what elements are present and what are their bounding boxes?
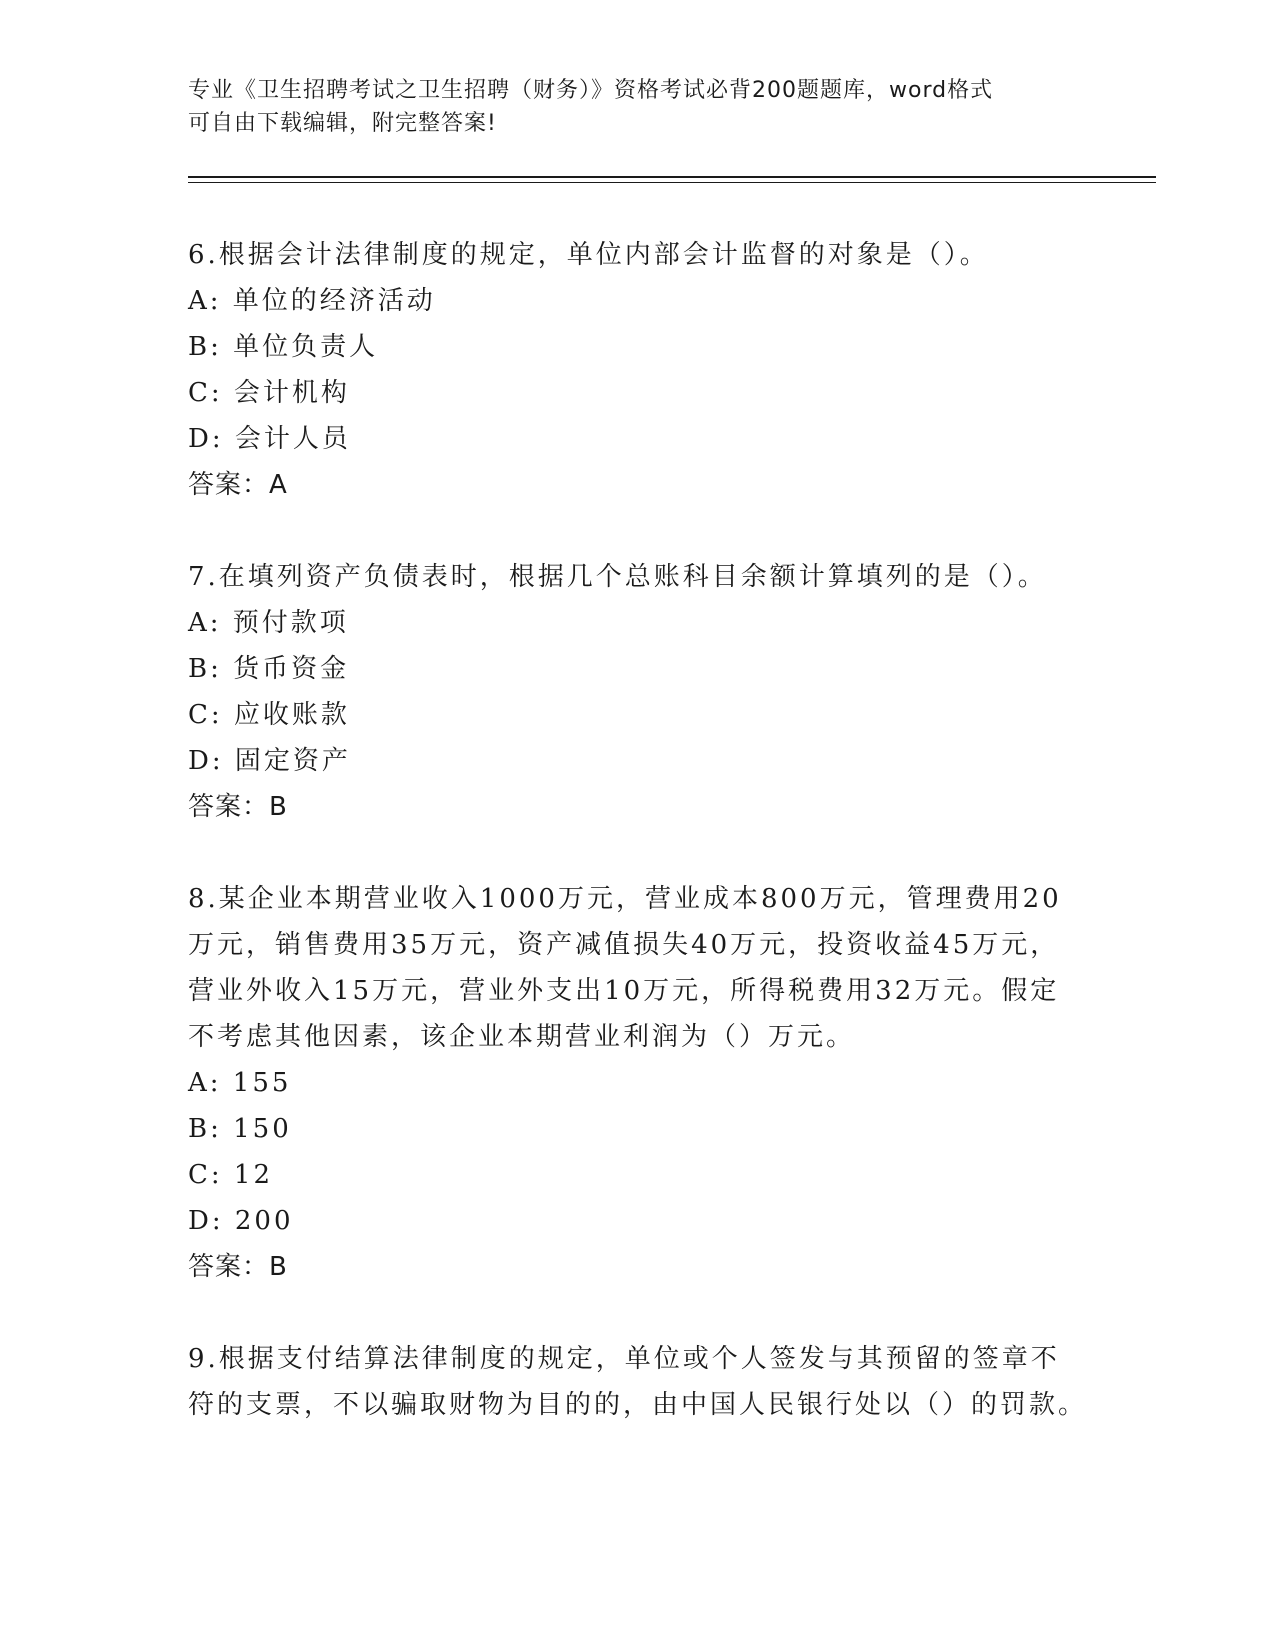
answer-label: 答案：B [188,1252,288,1282]
option-c: C: 会计机构 [188,378,350,408]
option-d: D: 会计人员 [188,424,351,454]
question-text: 9.根据支付结算法律制度的规定，单位或个人签发与其预留的签章不符的支票，不以骗取财物为目的的，由中国人民银行处以（）的罚款。 [188,1344,1088,1420]
option-c: C: 应收账款 [188,700,350,730]
answer-label: 答案：B [188,792,288,822]
option-a: A: 单位的经济活动 [188,286,436,316]
option-b: B: 货币资金 [188,654,350,684]
option-a: A: 155 [188,1068,292,1098]
option-b: B: 150 [188,1114,292,1144]
question-list [188,232,1088,1474]
question-text: 7.在填列资产负债表时，根据几个总账科目余额计算填列的是（）。 [188,562,1047,592]
header-divider-thin [188,182,1156,183]
option-a: A: 预付款项 [188,608,349,638]
option-c: C: 12 [188,1160,274,1190]
question-6 [188,232,1088,508]
question-9 [188,1336,1088,1428]
question-text: 6.根据会计法律制度的规定，单位内部会计监督的对象是（）。 [188,240,989,270]
question-8 [188,876,1088,1290]
question-7 [188,554,1088,830]
answer-label: 答案：A [188,470,288,500]
document-header [188,74,1068,140]
option-b: B: 单位负责人 [188,332,379,362]
option-d: D: 固定资产 [188,746,351,776]
header-title-line1: 专业《卫生招聘考试之卫生招聘（财务）》资格考试必背200题题库，word格式 [188,78,994,103]
header-divider-thick [188,176,1156,178]
question-text: 8.某企业本期营业收入1000万元，营业成本800万元，管理费用20万元，销售费用35万元，资产减值损失40万元，投资收益45万元，营业外收入15万元，营业外支出10万元，所得税费用32万元。假定不考虑其他因素，该企业本期营业利润为（）万元。 [188,884,1062,1052]
header-title-line2: 可自由下载编辑，附完整答案! [188,111,497,136]
option-d: D: 200 [188,1206,294,1236]
